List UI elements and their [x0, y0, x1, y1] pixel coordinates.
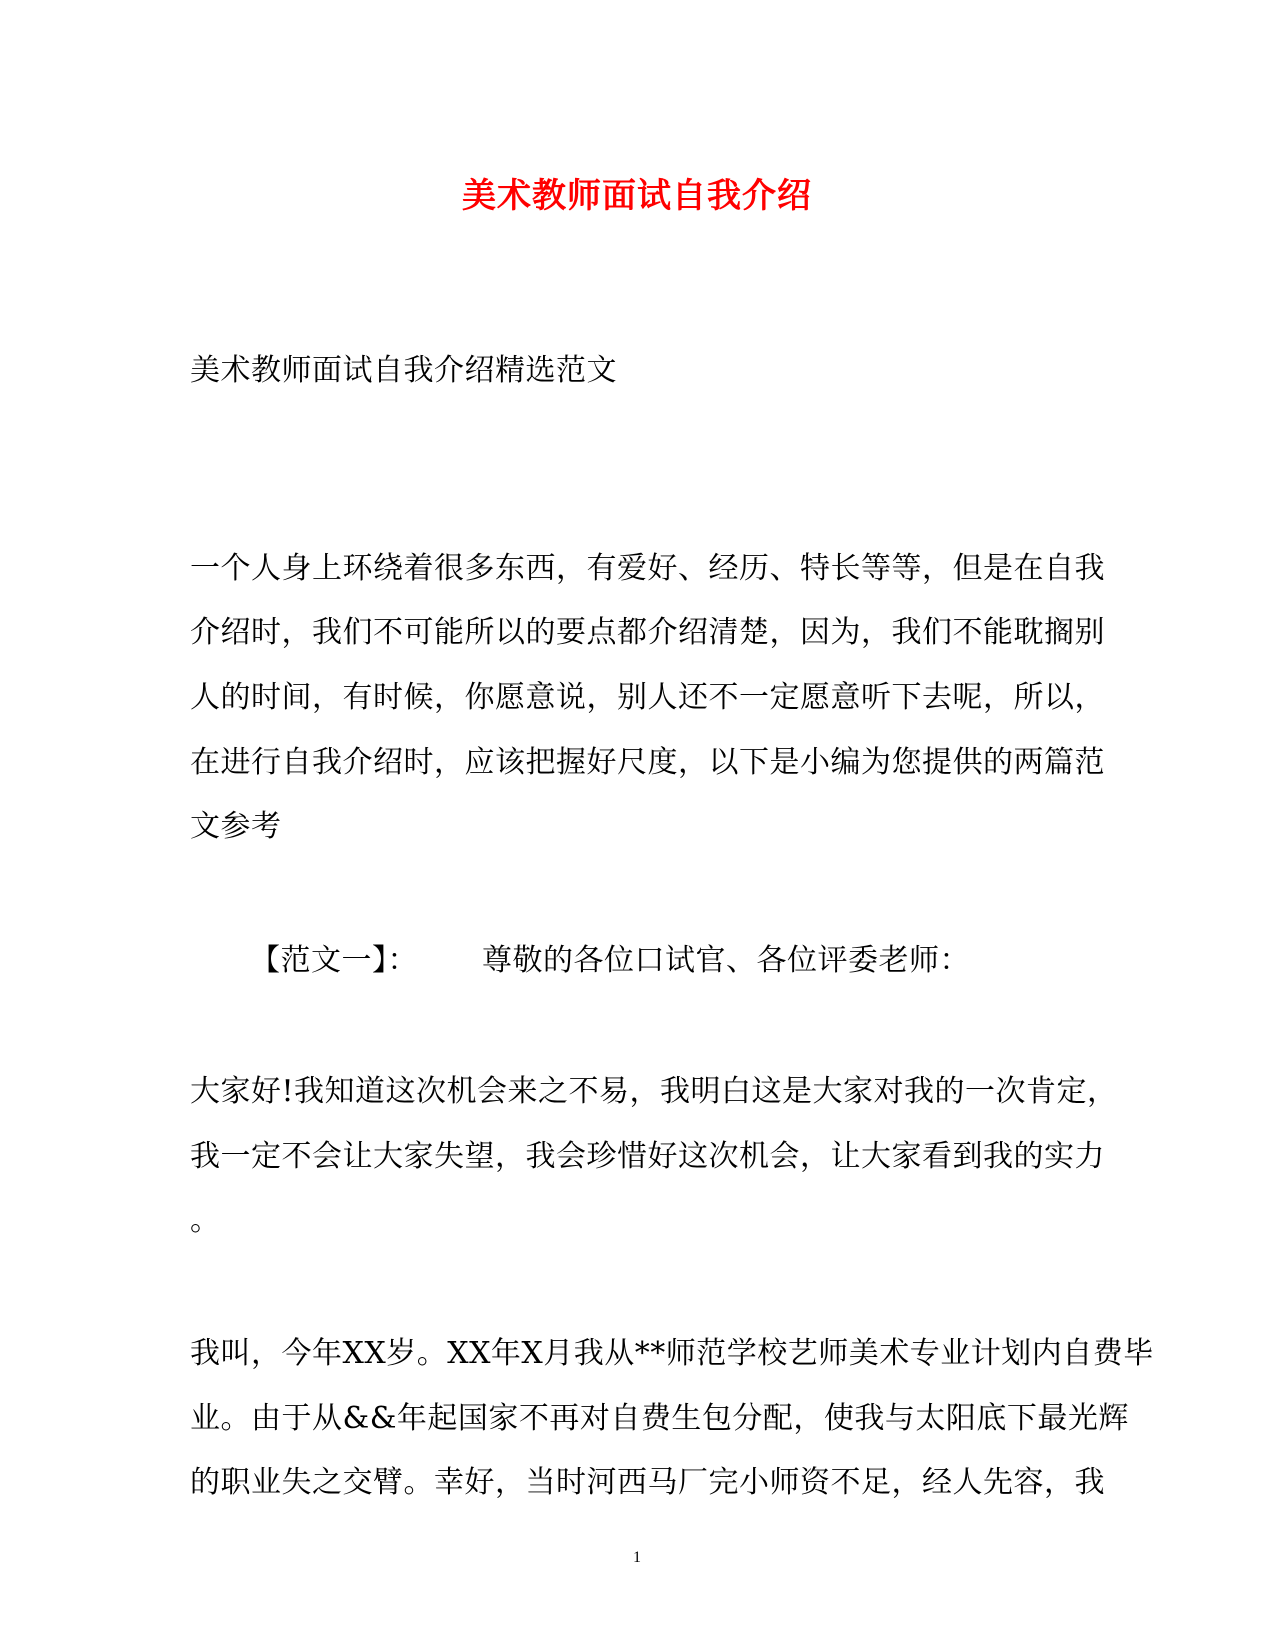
- document-title: 美术教师面试自我介绍: [462, 176, 812, 216]
- intro-line: 在进行自我介绍时，应该把握好尺度，以下是小编为您提供的两篇范: [190, 745, 1105, 780]
- paragraph-line: 的职业失之交臂。幸好，当时河西马厂完小师资不足，经人先容，我: [190, 1465, 1105, 1500]
- document-subtitle: 美术教师面试自我介绍精选范文: [190, 353, 617, 388]
- intro-line: 介绍时，我们不可能所以的要点都介绍清楚，因为，我们不能耽搁别: [190, 615, 1105, 650]
- paragraph-line: 业。由于从&&年起国家不再对自费生包分配，使我与太阳底下最光辉: [190, 1401, 1129, 1436]
- paragraph-line: 。: [190, 1203, 221, 1238]
- intro-line: 人的时间，有时候，你愿意说，别人还不一定愿意听下去呢，所以，: [190, 680, 1105, 715]
- paragraph-line: 大家好!我知道这次机会来之不易，我明白这是大家对我的一次肯定，: [190, 1074, 1118, 1109]
- intro-line: 一个人身上环绕着很多东西，有爱好、经历、特长等等，但是在自我: [190, 551, 1105, 586]
- page-number: 1: [633, 1549, 641, 1566]
- intro-line: 文参考: [190, 809, 282, 844]
- paragraph-line: 我一定不会让大家失望，我会珍惜好这次机会，让大家看到我的实力: [190, 1139, 1105, 1174]
- fanwen-label: 【范文一】：: [250, 943, 418, 978]
- paragraph-line: 我叫，今年XX岁。XX年X月我从**师范学校艺师美术专业计划内自费毕: [190, 1336, 1154, 1371]
- fanwen-greeting: 尊敬的各位口试官、各位评委老师：: [482, 943, 970, 978]
